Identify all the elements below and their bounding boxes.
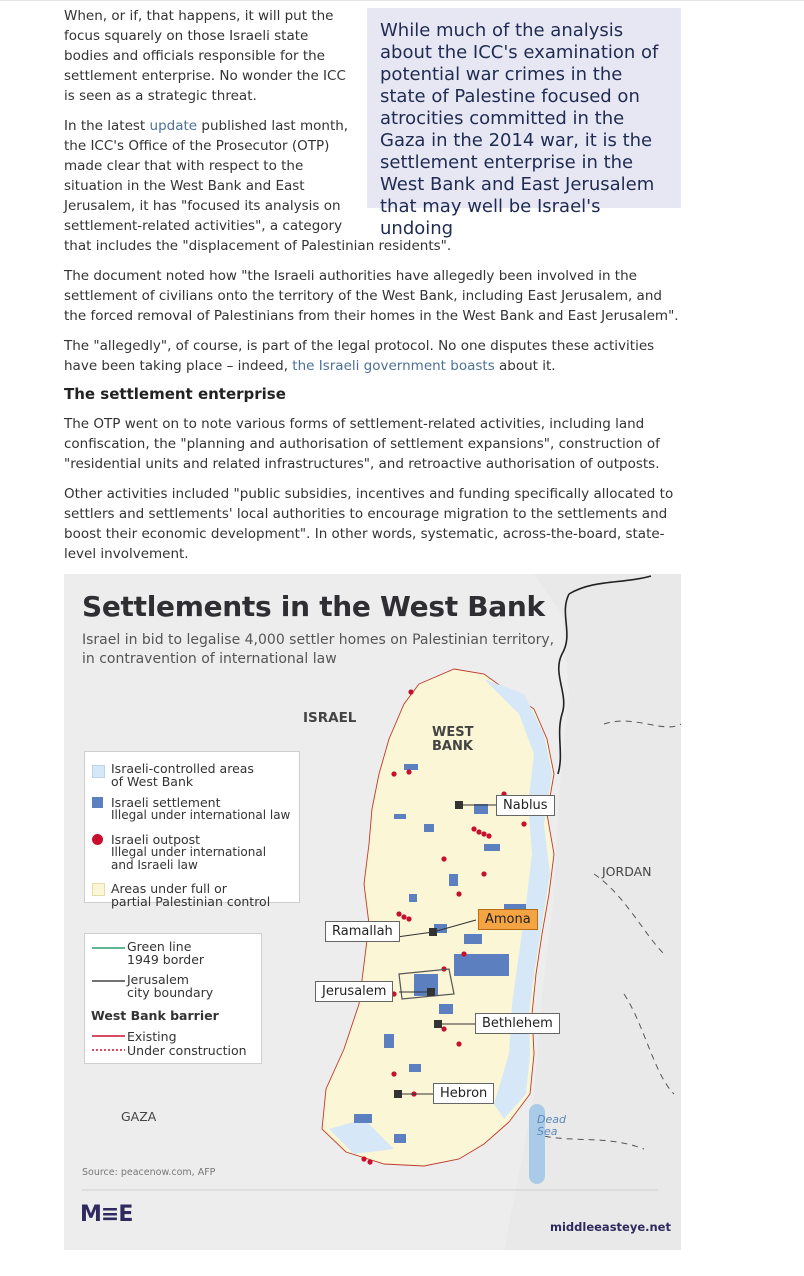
outpost-swatch [92,834,103,845]
dead-sea-label: Dead Sea [537,1113,566,1138]
israel-label: ISRAEL [303,710,357,726]
jordan-label: JORDAN [602,864,652,879]
city-nablus: Nablus [496,795,555,816]
city-bethlehem: Bethlehem [475,1013,560,1034]
paragraph-6: Other activities included "public subsidies, incentives and funding specifically allocated to settlers and settlements' local authorities to encourage migration to the settlements and boost their economic development". In other words, systematic, across-the-board, state-level involvement. [64,486,674,562]
city-ramallah: Ramallah [325,921,400,942]
government-boasts-link[interactable]: the Israeli government boasts [292,358,495,374]
city-jerusalem: Jerusalem [315,981,393,1002]
paragraph-5: The OTP went on to note various forms of settlement-related activities, including land confiscation, the "planning and authorisation of settlement expansions", construction of "residential units and related infrastructures", and retroactive authorisation of outposts. [64,416,660,472]
legend-existing: Existing [127,1029,177,1044]
paragraph-3: The document noted how "the Israeli authorities have allegedly been involved in the settlement of civilians onto the territory of the West Bank, including East Jerusalem, and the forced removal of Palestinians from their homes in the West Bank and East Jerusalem". [64,268,679,324]
map-subtitle: Israel in bid to legalise 4,000 settler homes on Palestinian territory, in contravention of international law [82,632,555,667]
city-hebron: Hebron [433,1083,494,1104]
mee-logo: M≡E [80,1202,133,1227]
site-credit: middleeasteye.net [550,1220,671,1234]
map-graphic [64,574,681,1250]
legend-barrier-title: West Bank barrier [91,1008,219,1023]
controlled-swatch [92,765,105,778]
legend-palestinian: Areas under full or partial Palestinian control [111,881,271,909]
settlement-swatch [92,797,103,808]
paragraph-2: In the latest update published last month, the ICC's Office of the Prosecutor (OTP) made clear that with respect to the situation in the West Bank and East Jerusalem, it has "focused its analysis on settlement-related activities", a category [64,118,349,234]
gaza-label: GAZA [121,1109,157,1124]
pull-quote: While much of the analysis about the ICC's examination of potential war crimes in the state of Palestine focused on atrocities committed in the Gaza in the 2014 war, it is the settlement enterprise in the West Bank and East Jerusalem that may well be Israel's undoing [367,8,681,208]
section-heading: The settlement enterprise [64,385,286,403]
legend-construction: Under construction [127,1043,247,1058]
update-link[interactable]: update [149,118,198,134]
paragraph-2-tail: that includes the "displacement of Palestinian residents". [64,238,452,254]
map-legend-areas [84,751,300,909]
legend-jerusalem-boundary: Jerusalem city boundary [127,972,214,1000]
map-legend-lines [84,933,262,1064]
top-divider [0,0,804,1]
legend-controlled: Israeli-controlled areas of West Bank [111,761,254,789]
legend-outpost: Israeli outpost Illegal under international and Israeli law [111,832,267,872]
paragraph-4: The "allegedly", of course, is part of the legal protocol. No one disputes these activities have been taking place – indeed, the Israeli government boasts about it. [64,338,655,374]
paragraph-1: When, or if, that happens, it will put the focus squarely on those Israeli state bodies and officials responsible for the settlement enterprise. No wonder the ICC is seen as a strategic threat. [64,8,346,104]
map-title: Settlements in the West Bank [82,590,545,623]
west-bank-label: WEST BANK [432,725,474,754]
settlements-map [64,574,681,1250]
city-amona: Amona [478,909,538,930]
map-source: Source: peacenow.com, AFP [82,1167,216,1178]
palestinian-swatch [92,883,105,896]
legend-green-line: Green line 1949 border [127,939,205,967]
legend-settlement: Israeli settlement Illegal under international law [111,795,291,822]
